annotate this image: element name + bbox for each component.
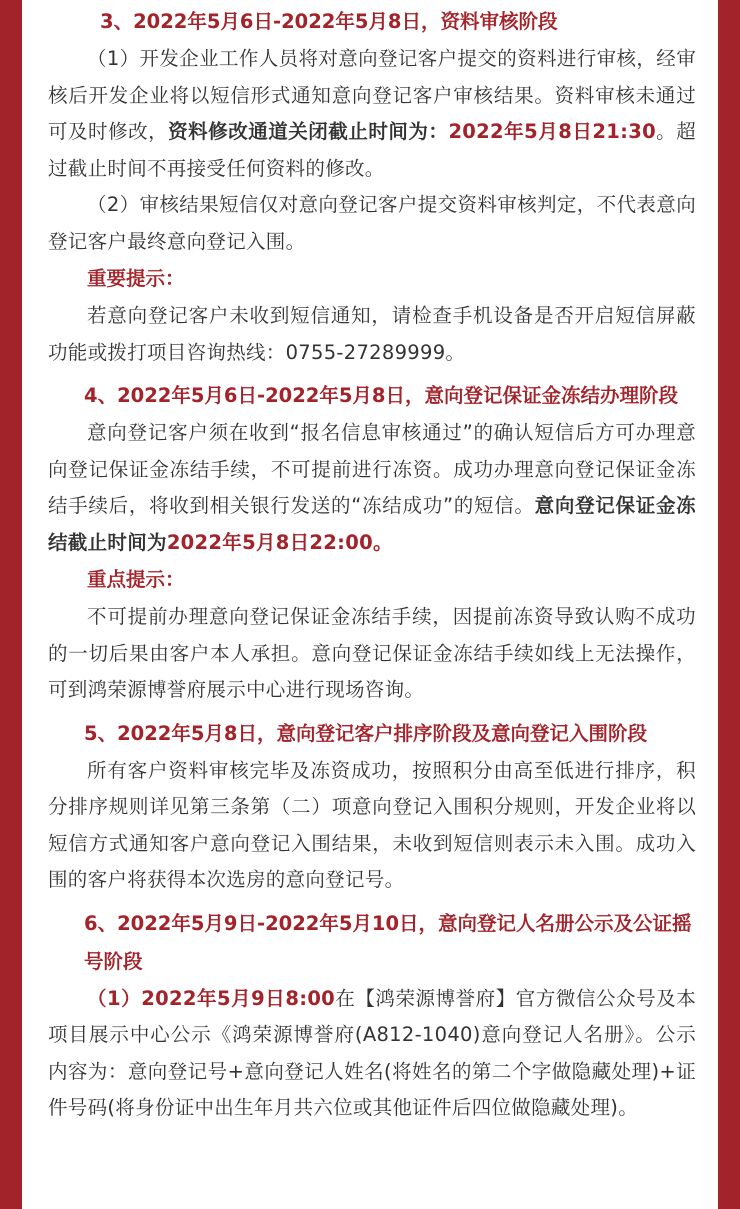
section-3-tip-label: 重要提示： [87, 267, 185, 290]
section-3-tip-text: 若意向登记客户未收到短信通知，请检查手机设备是否开启短信屏蔽功能或拨打项目咨询热线：0755-27289999。 [48, 304, 696, 364]
section-4-tip-text: 不可提前办理意向登记保证金冻结手续，因提前冻资导致认购不成功的一切后果由客户本人承担。意向登记保证金冻结手续如线上无法操作，可到鸿荣源博誉府展示中心进行现场咨询。 [48, 605, 696, 701]
document-content [22, 3, 718, 1127]
section-4-p1-deadline: 2022年5月8日22:00。 [166, 530, 393, 554]
section-3-heading: 3、2022年5月6日-2022年5月8日，资料审核阶段 [100, 10, 558, 33]
section-5-heading: 5、2022年5月8日，意向登记客户排序阶段及意向登记入围阶段 [84, 721, 647, 745]
section-3-p1-tail: 。超过截止时间不再接受任何资料的修改。 [48, 120, 696, 180]
section-4-tip-label: 重点提示： [87, 568, 185, 591]
section-4-paragraph-1 [48, 415, 696, 561]
section-4-p1-text: 意向登记客户须在收到“报名信息审核通过”的确认短信后方可办理意向登记保证金冻结手续，不可提前进行冻资。成功办理意向登记保证金冻结手续后，将收到相关银行发送的“冻结成功”的短信。 [48, 421, 696, 517]
section-3-p1-text: （1）开发企业工作人员将对意向登记客户提交的资料进行审核，经审核后开发企业将以短信形式通知意向登记客户审核结果。资料审核未通过可及时修改， [48, 47, 696, 143]
section-5-paragraph-1: 所有客户资料审核完毕及冻资成功，按照积分由高至低进行排序，积分排序规则详见第三条第（二）项意向登记入围积分规则，开发企业将以短信方式通知客户意向登记入围结果，未收到短信则表示未入围。成功入围的客户将获得本次选房的意向登记号。 [48, 758, 696, 891]
section-3-p1-deadline: 2022年5月8日21:30 [448, 120, 656, 143]
document-page [22, 0, 718, 1209]
section-3-paragraph-2: （2）审核结果短信仅对意向登记客户提交资料审核判定，不代表意向登记客户最终意向登记入围。 [48, 193, 696, 253]
section-3-paragraph-1 [48, 41, 696, 187]
section-4-p1-bold: 意向登记保证金冻结截止时间为 [48, 494, 696, 554]
section-6-p1-date: （1）2022年5月9日8:00 [87, 986, 336, 1010]
section-4-heading: 4、2022年5月6日-2022年5月8日，意向登记保证金冻结办理阶段 [84, 384, 678, 407]
section-6-heading: 6、2022年5月9日-2022年5月10日，意向登记人名册公示及公证摇号阶段 [84, 911, 692, 973]
section-6-paragraph-1 [48, 981, 696, 1127]
section-6-p1-text: 在【鸿荣源博誉府】官方微信公众号及本项目展示中心公示《鸿荣源博誉府(A812-1040)意向登记人名册》。公示内容为：意向登记号+意向登记人姓名(将姓名的第二个字做隐藏处理)+证件号码(将身份证中出生年月共六位或其他证件后四位做隐藏处理)。 [48, 986, 697, 1119]
section-3-p1-bold: 资料修改通道关闭截止时间为： [168, 120, 449, 143]
